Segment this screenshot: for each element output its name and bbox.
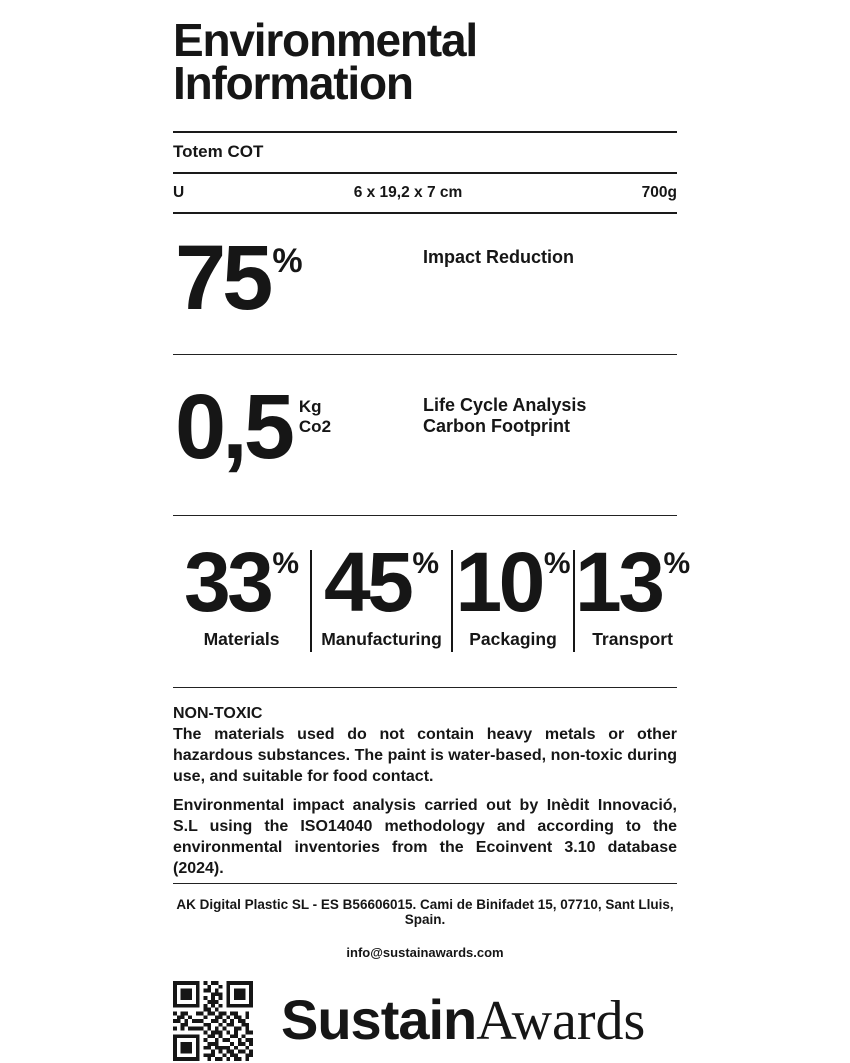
stat-transport <box>575 534 691 687</box>
stat-transport-label: Transport <box>592 629 673 650</box>
stat-packaging-value <box>453 534 573 629</box>
impact-reduction-percent-sign: % <box>272 241 303 280</box>
carbon-footprint-number: 0,5 <box>175 375 291 478</box>
stat-transport-value <box>575 534 691 629</box>
logo-text-sustain: Sustain <box>281 988 477 1052</box>
notes-section <box>173 688 677 884</box>
carbon-footprint-unit <box>299 397 331 437</box>
qr-code <box>173 981 253 1061</box>
product-unit: U <box>173 183 185 201</box>
carbon-footprint-unit-kg: Kg <box>298 396 322 416</box>
carbon-footprint-section <box>173 355 677 516</box>
stat-materials-percent-sign: % <box>272 546 300 580</box>
impact-reduction-label: Impact Reduction <box>423 246 575 267</box>
stat-packaging-percent-sign: % <box>543 546 571 580</box>
carbon-footprint-unit-co2: Co2 <box>298 416 332 436</box>
page-title-line1: Environmental <box>173 14 477 66</box>
stat-packaging-label: Packaging <box>469 629 557 650</box>
stat-materials-label: Materials <box>203 629 280 650</box>
impact-reduction-value <box>175 226 303 329</box>
product-specs-row <box>173 172 677 214</box>
stat-transport-percent-sign: % <box>663 546 691 580</box>
carbon-footprint-label <box>423 395 586 439</box>
stat-materials-value <box>173 534 310 629</box>
stat-materials-number: 33 <box>183 534 271 629</box>
stat-manufacturing-number: 45 <box>323 534 411 629</box>
stat-packaging <box>453 534 573 687</box>
product-dimensions: 6 x 19,2 x 7 cm <box>353 183 463 201</box>
impact-reduction-section <box>173 214 677 355</box>
product-name: Totem COT <box>173 142 264 162</box>
carbon-footprint-value <box>175 375 332 478</box>
contact-email[interactable]: info@sustainawards.com <box>346 944 504 960</box>
logo-text-awards: Awards <box>476 990 646 1053</box>
company-address-line: AK Digital Plastic SL - ES B56606015. Cami de Binifadet 15, 07710, Sant Lluis, Spain. <box>176 896 674 927</box>
stat-manufacturing-percent-sign: % <box>412 546 440 580</box>
environmental-label <box>173 0 691 1061</box>
product-name-row <box>173 131 677 172</box>
non-toxic-heading: NON-TOXIC <box>173 704 263 722</box>
page-title <box>173 0 677 109</box>
stat-manufacturing-label: Manufacturing <box>321 629 442 650</box>
page-title-line2: Information <box>173 56 413 109</box>
methodology-paragraph: Environmental impact analysis carried out by Inèdit Innovació, S.L using the ISO14040 methodology and according to the environmental inventories from the Ecoinvent 3.10 database (2024). <box>173 796 677 878</box>
sustain-awards-logo <box>281 988 646 1053</box>
carbon-footprint-label-line1: Life Cycle Analysis <box>423 394 587 415</box>
impact-reduction-number: 75 <box>175 226 270 329</box>
stat-transport-number: 13 <box>575 534 662 629</box>
impact-breakdown-section <box>173 516 691 688</box>
non-toxic-paragraph: The materials used do not contain heavy metals or other hazardous substances. The paint is water-based, non-toxic during use, and suitable for food contact. <box>173 725 677 785</box>
stat-manufacturing <box>312 534 451 687</box>
stat-materials <box>173 534 310 687</box>
stat-manufacturing-value <box>312 534 451 629</box>
carbon-footprint-label-line2: Carbon Footprint <box>423 416 570 437</box>
footer-brand-row <box>173 981 677 1061</box>
stat-packaging-number: 10 <box>455 534 542 629</box>
product-weight: 700g <box>641 183 677 201</box>
